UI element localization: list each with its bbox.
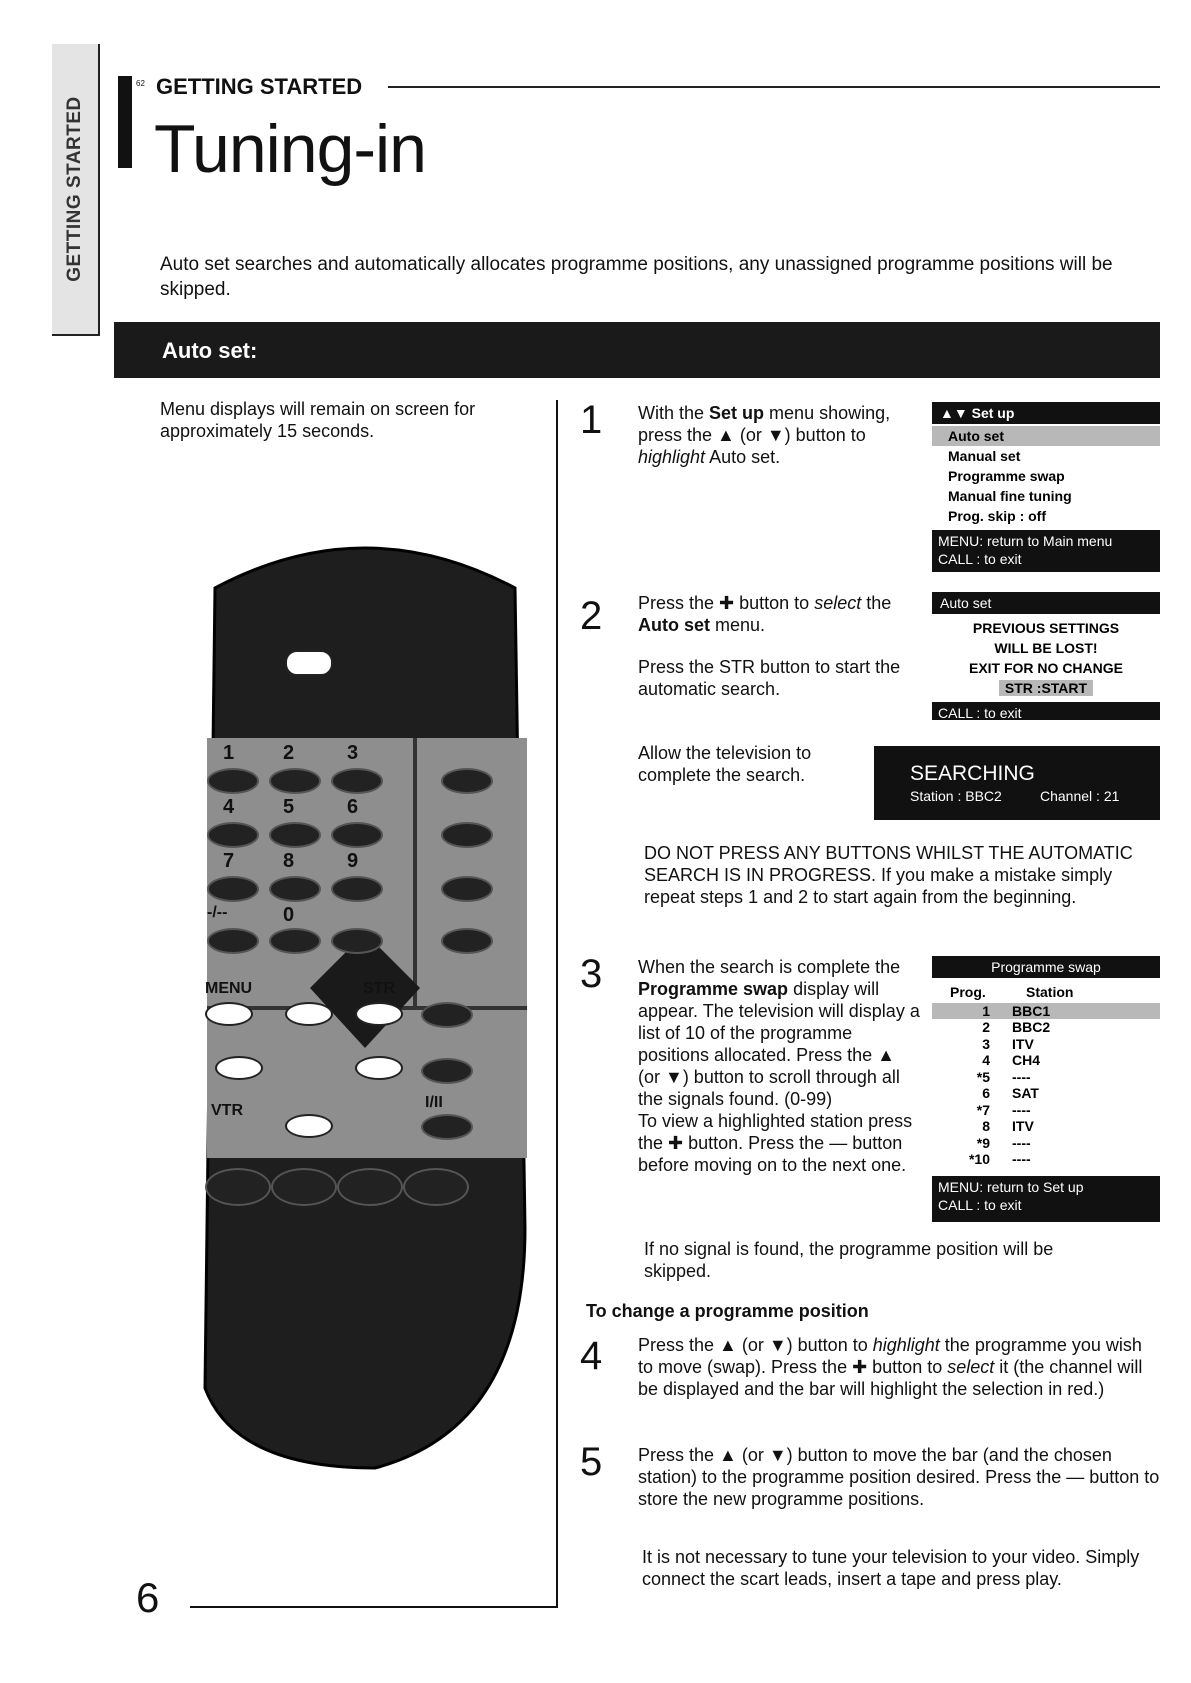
- step-5-text: Press the ▲ (or ▼) button to move the bar (and the chosen station) to the programme position desired. Press the — button to store the new programme positions.: [638, 1445, 1160, 1509]
- menu-button[interactable]: [205, 1002, 253, 1026]
- key-1-label: 1: [223, 742, 235, 764]
- step-4-d: select: [947, 1357, 995, 1377]
- setup-menu: [932, 402, 1160, 572]
- key-0[interactable]: [269, 928, 321, 954]
- searching-station: Station : BBC2: [910, 788, 1002, 804]
- swap-row[interactable]: [932, 1003, 1160, 1020]
- step-1-text: [638, 402, 918, 468]
- warning-text: DO NOT PRESS ANY BUTTONS WHILST THE AUTOMATIC SEARCH IS IN PROGRESS. If you make a mistake simply repeat steps 1 and 2 to start again from the beginning.: [644, 843, 1133, 907]
- step-5-number: 5: [580, 1440, 603, 1484]
- step-2-e: menu.: [710, 615, 766, 635]
- volume-down-button[interactable]: [441, 822, 493, 848]
- intro-text: Auto set searches and automatically allocates programme positions, any unassigned programme positions will be skipped.: [160, 254, 1113, 300]
- step-4-b: highlight: [872, 1335, 940, 1355]
- step-3-c: display will appear. The television will display a list of 10 of the programme positions allocated. Press the ▲ (or ▼) button to scroll through all the signals found. (0-99): [638, 979, 920, 1109]
- key-recall[interactable]: [331, 928, 383, 954]
- key-dash-label: -/--: [207, 904, 228, 921]
- autoset-start-label[interactable]: STR :START: [999, 680, 1093, 696]
- minus-button[interactable]: [215, 1056, 263, 1080]
- setup-menu-footer-1: MENU: return to Main menu: [938, 533, 1113, 549]
- page-title: Tuning-in: [154, 111, 426, 187]
- swap-menu-title: Programme swap: [991, 959, 1101, 975]
- picture-button[interactable]: [421, 1002, 473, 1028]
- rewind-button[interactable]: [205, 1168, 271, 1206]
- header-rule: [388, 86, 1160, 88]
- step-4-a: Press the ▲ (or ▼) button to: [638, 1335, 873, 1355]
- step-2-para-2: Press the STR button to start the automatic search.: [638, 657, 901, 699]
- setup-menu-footer-2: CALL : to exit: [938, 551, 1022, 567]
- setup-menu-item[interactable]: Prog. skip : off: [948, 508, 1046, 524]
- key-4[interactable]: [207, 822, 259, 848]
- step-4-e: it (the channel will be displayed and the bar will highlight the selection in red.): [638, 1357, 1143, 1399]
- play-button[interactable]: [271, 1168, 337, 1206]
- swap-row-prog: *10: [968, 1151, 990, 1167]
- left-note: Menu displays will remain on screen for approximately 15 seconds.: [160, 399, 476, 441]
- swap-row-station: ----: [1012, 1134, 1031, 1151]
- no-signal-text: If no signal is found, the programme position will be skipped.: [644, 1239, 1054, 1281]
- swap-row[interactable]: [932, 1151, 1160, 1168]
- call-button[interactable]: [285, 1002, 333, 1026]
- key-5[interactable]: [269, 822, 321, 848]
- column-divider: [556, 400, 558, 1607]
- step-3-b: Programme swap: [638, 979, 789, 999]
- autoset-line: EXIT FOR NO CHANGE: [968, 660, 1123, 676]
- section-band: [114, 322, 1160, 378]
- swap-row-station: ----: [1012, 1101, 1031, 1118]
- swap-row-prog: 6: [982, 1085, 990, 1101]
- down-button[interactable]: [285, 1114, 333, 1138]
- key-3-label: 3: [347, 742, 359, 764]
- swap-row-station: CH4: [1012, 1052, 1041, 1068]
- swap-row[interactable]: [932, 1102, 1160, 1119]
- autoset-menu-footer: CALL : to exit: [938, 705, 1022, 721]
- setup-menu-footer: [932, 530, 1160, 570]
- autoset-menu-title: Auto set: [940, 595, 992, 611]
- swap-row-prog: 1: [982, 1002, 990, 1019]
- autoset-line: PREVIOUS SETTINGS: [972, 620, 1120, 636]
- key-7-label: 7: [223, 850, 235, 872]
- step-1-b: Set up: [709, 403, 765, 423]
- key-0-label: 0: [283, 904, 295, 926]
- swap-row[interactable]: [932, 1036, 1160, 1053]
- step-3-d: To view a highlighted station press the ✚ button. Press the — button before moving on to the next one.: [638, 1111, 913, 1175]
- swap-row[interactable]: [932, 1019, 1160, 1036]
- stop-button[interactable]: [403, 1168, 469, 1206]
- searching-channel: Channel : 21: [1040, 788, 1120, 804]
- swap-row-station: BBC2: [1012, 1019, 1051, 1035]
- key-5-label: 5: [283, 796, 295, 818]
- setup-menu-item[interactable]: Manual fine tuning: [948, 488, 1072, 504]
- step-3-text: [638, 956, 920, 1176]
- step-2-text: [638, 592, 908, 636]
- swap-menu-footer: [932, 1176, 1160, 1216]
- str-button[interactable]: [355, 1002, 403, 1026]
- channel-down-button[interactable]: [441, 928, 493, 954]
- swap-row-prog: *9: [976, 1134, 990, 1151]
- remote-control: [175, 528, 555, 1488]
- key-7[interactable]: [207, 876, 259, 902]
- swap-row[interactable]: [932, 1085, 1160, 1102]
- key-2[interactable]: [269, 768, 321, 794]
- swap-row-prog: *7: [976, 1101, 990, 1118]
- header-bar: [118, 76, 132, 168]
- change-heading: To change a programme position: [586, 1301, 869, 1321]
- closing-text: It is not necessary to tune your television to your video. Simply connect the scart leads, insert a tape and press play.: [642, 1547, 1140, 1589]
- key-6-label: 6: [347, 796, 359, 818]
- step-4-text: [638, 1334, 1148, 1400]
- setup-menu-item[interactable]: Auto set: [932, 426, 1160, 446]
- autoset-start: [932, 678, 1160, 698]
- step-2-number: 2: [580, 594, 603, 638]
- step-1-d: highlight: [638, 447, 706, 467]
- autoset-menu-body: [932, 614, 1160, 702]
- step-3-a: When the search is complete the: [638, 957, 901, 977]
- swap-row-station: ITV: [1012, 1035, 1034, 1052]
- key-4-label: 4: [223, 796, 235, 818]
- key-1[interactable]: [207, 768, 259, 794]
- swap-menu: [932, 956, 1160, 1222]
- bottom-rule: [190, 1606, 558, 1608]
- step-1-c: menu showing, press the ▲ (or ▼) button to: [638, 403, 891, 445]
- sound-button[interactable]: [421, 1058, 473, 1084]
- side-tab-label: GETTING STARTED: [64, 96, 85, 282]
- page-number: 6: [136, 1574, 160, 1621]
- key-dash[interactable]: [207, 928, 259, 954]
- swap-row[interactable]: [932, 1069, 1160, 1086]
- page-ref: 62: [136, 79, 145, 88]
- vtr-label: VTR: [211, 1102, 243, 1119]
- swap-menu-footer-1: MENU: return to Set up: [938, 1179, 1084, 1195]
- dual-label: I/II: [425, 1094, 443, 1111]
- swap-row-station: ITV: [1012, 1118, 1034, 1134]
- volume-up-button[interactable]: [441, 768, 493, 794]
- swap-row[interactable]: [932, 1135, 1160, 1152]
- key-2-label: 2: [283, 742, 295, 764]
- swap-row-prog: *5: [976, 1068, 990, 1085]
- band-title: Auto set:: [162, 338, 258, 363]
- step-2-c: the: [861, 593, 892, 613]
- setup-menu-title: ▲▼ Set up: [940, 405, 1015, 421]
- swap-header-row: [932, 984, 1160, 1003]
- key-6[interactable]: [331, 822, 383, 848]
- swap-row[interactable]: [932, 1052, 1160, 1069]
- swap-col-prog: Prog.: [950, 984, 986, 1000]
- menu-label: MENU: [205, 980, 253, 997]
- searching-title: SEARCHING: [910, 762, 1035, 785]
- swap-row[interactable]: [932, 1118, 1160, 1135]
- setup-menu-body: [932, 424, 1160, 530]
- side-tab: [52, 44, 100, 336]
- swap-col-station: Station: [1026, 984, 1074, 1000]
- step-2-para-3: Allow the television to complete the search.: [638, 743, 812, 785]
- step-1-a: With the: [638, 403, 710, 423]
- setup-menu-item[interactable]: Manual set: [948, 448, 1021, 464]
- swap-rows: [932, 1003, 1160, 1168]
- autoset-line: WILL BE LOST!: [994, 640, 1098, 656]
- key-8-label: 8: [283, 850, 295, 872]
- swap-row-prog: 4: [982, 1052, 990, 1068]
- swap-row-prog: 3: [982, 1035, 990, 1052]
- swap-row-station: BBC1: [1012, 1002, 1051, 1019]
- key-9-label: 9: [347, 850, 359, 872]
- searching-display: [874, 746, 1160, 820]
- step-2-b: select: [814, 593, 862, 613]
- step-3-number: 3: [580, 952, 603, 996]
- str-label: STR: [363, 980, 395, 997]
- step-2-a: Press the ✚ button to: [638, 593, 815, 613]
- step-4-c: the programme you wish to move (swap). Press the ✚ button to: [638, 1335, 1142, 1377]
- fast-forward-button[interactable]: [337, 1168, 403, 1206]
- swap-menu-body: [932, 978, 1160, 1176]
- channel-up-button[interactable]: [441, 876, 493, 902]
- key-9[interactable]: [331, 876, 383, 902]
- step-1-e: Auto set.: [705, 447, 781, 467]
- step-2-d: Auto set: [638, 615, 710, 635]
- autoset-menu: [932, 592, 1160, 720]
- section-heading: GETTING STARTED: [156, 74, 363, 99]
- swap-row-station: ----: [1012, 1068, 1031, 1085]
- swap-row-station: SAT: [1012, 1085, 1039, 1101]
- plus-button[interactable]: [355, 1056, 403, 1080]
- key-3[interactable]: [331, 768, 383, 794]
- swap-row-prog: 2: [982, 1019, 990, 1035]
- power-button[interactable]: [285, 650, 333, 676]
- setup-menu-item[interactable]: Programme swap: [948, 468, 1065, 484]
- swap-row-station: ----: [1012, 1151, 1031, 1167]
- step-1-number: 1: [580, 398, 603, 442]
- swap-row-prog: 8: [982, 1118, 990, 1134]
- swap-menu-footer-2: CALL : to exit: [938, 1197, 1022, 1213]
- key-8[interactable]: [269, 876, 321, 902]
- dual-button[interactable]: [421, 1114, 473, 1140]
- step-4-number: 4: [580, 1334, 603, 1378]
